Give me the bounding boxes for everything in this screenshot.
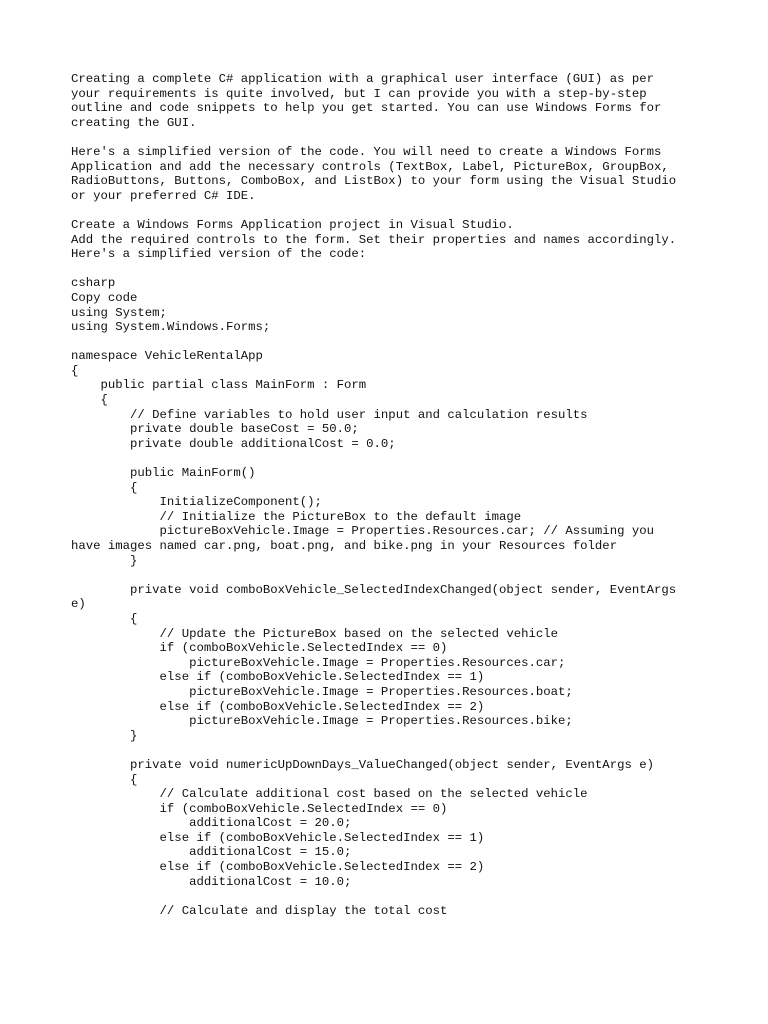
text-line: // Define variables to hold user input and calculation results (71, 407, 588, 422)
text-line: { (71, 393, 108, 408)
text-line: additionalCost = 15.0; (71, 845, 352, 860)
text-line (71, 568, 711, 583)
text-line: private void comboBoxVehicle_SelectedIndexChanged(object sender, EventArgs (71, 582, 677, 597)
text-line: public MainForm() (71, 466, 256, 481)
text-line: public partial class MainForm : Form (71, 378, 367, 393)
text-line: pictureBoxVehicle.Image = Properties.Resources.boat; (71, 684, 573, 699)
text-line: // Calculate additional cost based on the selected vehicle (71, 787, 588, 802)
text-line: or your preferred C# IDE. (71, 188, 256, 203)
text-line (71, 203, 711, 218)
text-line: else if (comboBoxVehicle.SelectedIndex == 2) (71, 699, 485, 714)
text-line (71, 743, 711, 758)
text-line: Add the required controls to the form. Set their properties and names accordingly. (71, 232, 677, 247)
text-line (71, 451, 711, 466)
text-line: Here's a simplified version of the code: (71, 247, 367, 262)
text-line: if (comboBoxVehicle.SelectedIndex == 0) (71, 641, 448, 656)
document-body (71, 72, 711, 918)
text-line: Application and add the necessary controls (TextBox, Label, PictureBox, GroupBox, (71, 159, 669, 174)
text-line: else if (comboBoxVehicle.SelectedIndex == 1) (71, 830, 485, 845)
text-line: InitializeComponent(); (71, 495, 322, 510)
text-line: have images named car.png, boat.png, and bike.png in your Resources folder (71, 539, 618, 553)
text-line: { (71, 611, 138, 626)
text-line: additionalCost = 20.0; (71, 816, 352, 831)
text-line: private double additionalCost = 0.0; (71, 436, 396, 451)
text-line: { (71, 772, 138, 787)
text-line (71, 262, 711, 277)
text-line: pictureBoxVehicle.Image = Properties.Resources.bike; (71, 714, 573, 729)
text-line: pictureBoxVehicle.Image = Properties.Resources.car; (71, 655, 566, 670)
text-line: your requirements is quite involved, but I can provide you with a step-by-step (71, 86, 647, 101)
text-line: Creating a complete C# application with a graphical user interface (GUI) as per (71, 72, 654, 86)
text-line: using System.Windows.Forms; (71, 320, 271, 335)
text-line: namespace VehicleRentalApp (71, 349, 263, 364)
text-line: private double baseCost = 50.0; (71, 422, 359, 437)
text-line: Here's a simplified version of the code. You will need to create a Windows Forms (71, 144, 662, 159)
text-line: else if (comboBoxVehicle.SelectedIndex == 1) (71, 670, 485, 685)
text-line: pictureBoxVehicle.Image = Properties.Resources.car; // Assuming you (71, 524, 654, 539)
text-line: outline and code snippets to help you get started. You can use Windows Forms for (71, 101, 662, 116)
text-line (71, 130, 711, 145)
text-line: RadioButtons, Buttons, ComboBox, and ListBox) to your form using the Visual Studio (71, 174, 677, 189)
text-line: else if (comboBoxVehicle.SelectedIndex == 2) (71, 860, 485, 875)
text-line: if (comboBoxVehicle.SelectedIndex == 0) (71, 801, 448, 816)
text-line: // Calculate and display the total cost (71, 903, 448, 918)
text-line: { (71, 363, 79, 378)
text-line: e) (71, 597, 86, 612)
text-line: } (71, 553, 138, 568)
text-line: csharp (71, 276, 116, 291)
text-line: } (71, 728, 138, 743)
text-line: // Update the PictureBox based on the selected vehicle (71, 626, 559, 641)
text-line: { (71, 480, 138, 495)
text-line (71, 889, 711, 904)
document-page (71, 72, 711, 918)
text-line: // Initialize the PictureBox to the default image (71, 509, 522, 524)
text-line: Create a Windows Forms Application project in Visual Studio. (71, 217, 514, 232)
text-line: Copy code (71, 290, 138, 305)
text-line: additionalCost = 10.0; (71, 874, 352, 889)
text-line: creating the GUI. (71, 115, 197, 130)
text-line (71, 335, 711, 350)
text-line: using System; (71, 305, 167, 320)
text-line: private void numericUpDownDays_ValueChanged(object sender, EventArgs e) (71, 757, 654, 772)
